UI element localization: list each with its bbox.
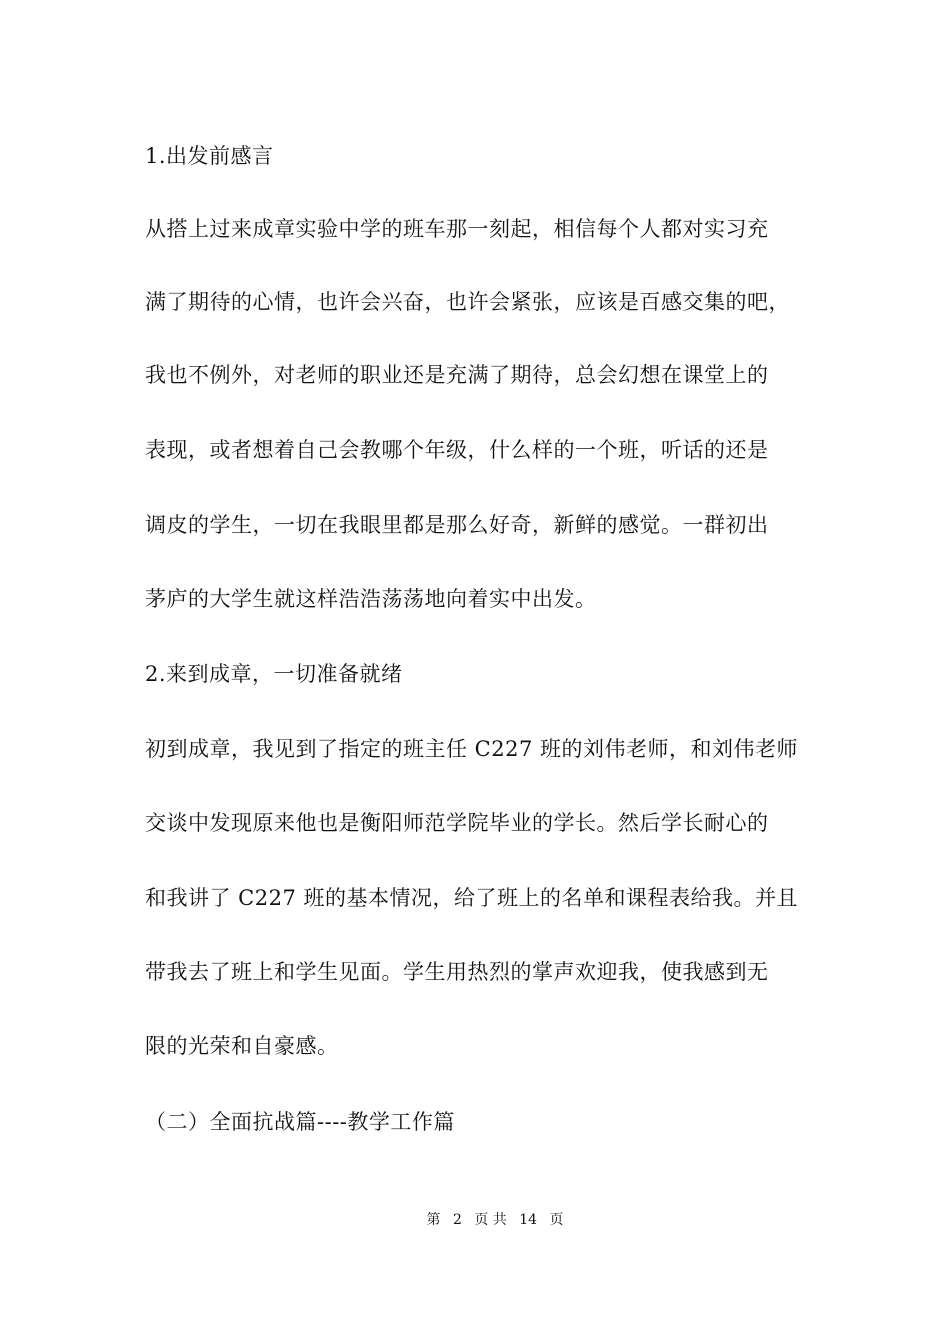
footer-suffix: 页 [549, 1212, 564, 1228]
section-heading-teaching: （二）全面抗战篇----教学工作篇 [145, 1110, 455, 1134]
footer-prefix: 第 [426, 1212, 441, 1228]
footer-middle: 页 共 [474, 1212, 507, 1228]
page-footer [0, 1210, 950, 1230]
heading-arrival: 2.来到成章，一切准备就绪 [145, 662, 403, 686]
paragraph-line: 带我去了班上和学生见面。学生用热烈的掌声欢迎我，使我感到无 [145, 960, 769, 984]
footer-current-page: 2 [452, 1212, 462, 1228]
paragraph-line: 表现，或者想着自己会教哪个年级，什么样的一个班，听话的还是 [145, 438, 769, 462]
paragraph-line: 交谈中发现原来他也是衡阳师范学院毕业的学长。然后学长耐心的 [145, 811, 769, 835]
paragraph-line: 满了期待的心情，也许会兴奋，也许会紧张，应该是百感交集的吧， [145, 290, 790, 314]
paragraph-line: 初到成章，我见到了指定的班主任 C227 班的刘伟老师，和刘伟老师 [145, 737, 798, 761]
heading-departure-thoughts: 1.出发前感言 [145, 144, 274, 168]
paragraph-line: 茅庐的大学生就这样浩浩荡荡地向着实中出发。 [145, 587, 597, 611]
paragraph-line: 和我讲了 C227 班的基本情况，给了班上的名单和课程表给我。并且 [145, 886, 798, 910]
paragraph-line: 我也不例外，对老师的职业还是充满了期待，总会幻想在课堂上的 [145, 363, 769, 387]
paragraph-line: 从搭上过来成章实验中学的班车那一刻起，相信每个人都对实习充 [145, 217, 769, 241]
footer-total-pages: 14 [519, 1212, 538, 1228]
paragraph-line: 调皮的学生，一切在我眼里都是那么好奇，新鲜的感觉。一群初出 [145, 513, 769, 537]
paragraph-line: 限的光荣和自豪感。 [145, 1034, 339, 1058]
